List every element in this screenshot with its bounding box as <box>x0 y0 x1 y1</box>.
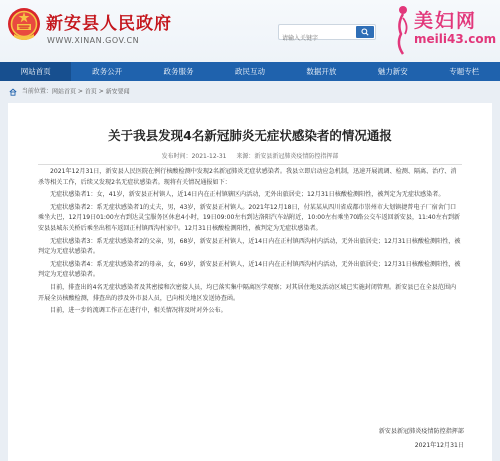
watermark-url: meili43.com <box>414 32 497 46</box>
search-input[interactable] <box>279 32 357 46</box>
nav-item-topics[interactable]: 专题专栏 <box>449 67 480 76</box>
article-panel <box>8 103 492 461</box>
article-body <box>38 167 462 319</box>
title-divider <box>38 164 462 165</box>
site-title[interactable]: 新安县人民政府 <box>46 14 172 34</box>
article-title: 关于我县发现4名新冠肺炎无症状感染者的情况通报 <box>108 128 392 143</box>
paragraph-intro: 2021年12月31日，新安县人民医院在例行核酸检测中发现2名新冠肺炎无症状感染者。我县立即启动应急机制，迅速开展流调、检测、隔离、治疗、消杀等相关工作，后续又发现2名无症状感染者。现将有关情况通报如下： <box>38 168 457 186</box>
watermark-title: 美妇网 <box>414 10 478 32</box>
main-nav <box>0 62 500 81</box>
paragraph-case-4: 无症状感染者4：系无症状感染者2的母亲，女，69岁，新安县正村镇人，近14日内在正村镇西沟村内活动，无外出旅居史；12月31日核酸检测阳性，被判定为无症状感染者。 <box>38 260 461 279</box>
watermark-figure-icon <box>394 4 412 56</box>
nav-item-services[interactable]: 政务服务 <box>163 67 194 76</box>
paragraph-case-2: 无症状感染者2：系无症状感染者1的丈夫，男，43岁，新安县正村镇人。2021年12月18日，付某某从四川省成都市崇州市大划镇捷普电子厂宿舍门口乘坐大巴，12月19日01:00左右到达灵宝服务区休息4小时，19日09:00左右到达洛阳汽车站附近，10:00左右乘坐70路公交车返回新安县，11:40左右到新安县县城东关桥后乘坐出租车返回正村镇西沟村家中。12月31日核酸检测阳性，被判定为无症状感染者。 <box>38 203 461 232</box>
nav-item-home[interactable]: 网站首页 <box>0 62 71 81</box>
article-meta <box>8 151 492 160</box>
nav-item-interaction[interactable]: 政民互动 <box>234 67 265 76</box>
search-icon <box>361 28 369 36</box>
breadcrumb <box>9 86 491 98</box>
breadcrumb-current-link[interactable]: 新安要闻 <box>105 88 130 96</box>
nav-item-charm-xinan[interactable]: 魅力新安 <box>377 67 408 76</box>
nav-item-gov-affairs[interactable]: 政务公开 <box>92 67 123 76</box>
article-source: 来源：新安县新冠肺炎疫情防控指挥部 <box>236 153 339 160</box>
national-emblem-icon <box>7 7 41 43</box>
publish-date: 发布时间：2021-12-31 <box>161 153 227 160</box>
breadcrumb-home-link[interactable]: 网站首页 <box>51 88 76 96</box>
breadcrumb-separator: > <box>96 88 106 95</box>
breadcrumb-prefix: 当前位置： <box>21 88 52 95</box>
site-url: WWW.XINAN.GOV.CN <box>47 36 140 45</box>
signature-org: 新安县新冠肺炎疫情防控指挥部 <box>378 428 464 435</box>
search-button[interactable] <box>356 26 374 38</box>
article-signature-block <box>379 425 464 453</box>
search-box <box>278 24 376 40</box>
nav-item-open-data[interactable]: 数据开放 <box>306 67 337 76</box>
signature-date: 2021年12月31日 <box>414 442 464 449</box>
site-header <box>0 0 500 62</box>
paragraph-followup: 目前，进一步的流调工作正在进行中，相关情况将及时对外公布。 <box>50 307 227 315</box>
paragraph-case-1: 无症状感染者1：女，41岁，新安县正村镇人，近14日内在正村镇辖区内活动，无外出旅居史；12月31日核酸检测阳性，被判定为无症状感染者。 <box>50 191 445 199</box>
home-icon <box>9 88 17 96</box>
breadcrumb-section-link[interactable]: 首页 <box>84 88 97 96</box>
paragraph-measures: 目前，排查出的4名无症状感染者及其密接和次密接人员，均已落实集中隔离医学观察；对其居住地及活动区域已实施封闭管理。新安县已在全县范围内开展全员核酸检测，排查出的涉及外市县人员，已向相关地区发送协查函。 <box>38 283 457 302</box>
paragraph-case-3: 无症状感染者3：系无症状感染者2的父亲，男，68岁，新安县正村镇人，近14日内在正村镇西沟村内活动，无外出旅居史；12月31日核酸检测阳性，被判定为无症状感染者。 <box>38 237 461 256</box>
breadcrumb-separator: > <box>75 88 85 95</box>
